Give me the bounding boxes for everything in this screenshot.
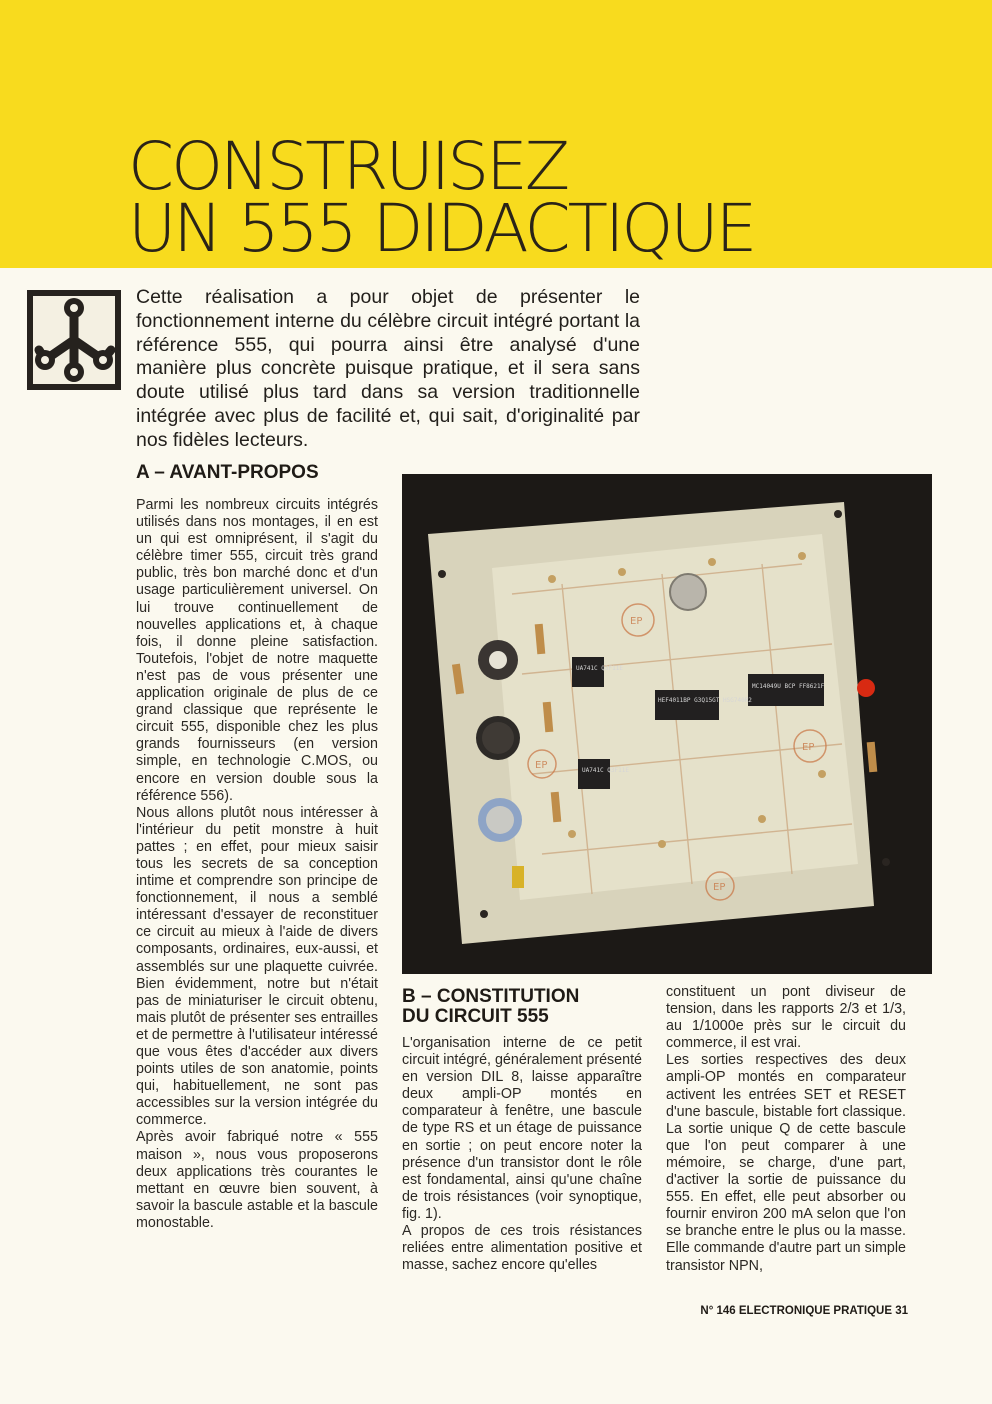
chip-label: UA741C Q3F11E xyxy=(582,767,629,774)
section-b-paragraph: A propos de ces trois résistances reliées entre alimentation positive et masse, sachez encore qu'elles xyxy=(402,1223,642,1274)
section-a-paragraph: Après avoir fabriqué notre « 555 maison », nous vous proposerons deux applications très courantes le mettant en œuvre bien souvent, à savoir la bascule astable et la bascule monostable. xyxy=(136,1129,378,1231)
chip-label: MC14049U BCP FF8621F xyxy=(752,683,825,690)
title-line-1: CONSTRUISEZ xyxy=(128,128,568,205)
intro-paragraph: Cette réalisation a pour objet de présenter le fonctionnement interne du célèbre circuit intégré portant la référence 555, qui pourra ainsi être analysé d'une manière plus concrète puisque pratique, et il sera sans doute utilisé plus tard dans sa version traditionnelle intégrée avec plus de facilité et, qui sait, d'originalité par nos fidèles lecteurs. xyxy=(136,286,640,451)
chip-label: UA741C Q3F11E xyxy=(576,665,623,672)
section-b-column-2 xyxy=(666,984,906,1275)
circuit-junction-icon xyxy=(27,290,121,390)
section-b-heading-line-2: DU CIRCUIT 555 xyxy=(402,1006,549,1027)
section-a-paragraph: Parmi les nombreux circuits intégrés utilisés dans nos montages, il en est un qui est omniprésent, il s'agit du célèbre timer 555, circuit très grand public, très bon marché donc et d'un usage particulièrement universel. On lui trouve continuellement de nouvelles applications et, à chaque fois, il donne pleine satisfaction. Toutefois, l'objet de notre maquette n'est pas de vous présenter une application originale de plus de ce grand classique que représente le circuit 555, disponible chez les plus grands fournisseurs (en version simple, en technologie C.MOS, ou encore en version double sous la référence 556). xyxy=(136,497,378,804)
section-b-heading xyxy=(402,987,579,1027)
article-title xyxy=(128,128,755,267)
section-a-paragraph: Nous allons plutôt nous intéresser à l'intérieur du petit monstre à huit pattes ; en effet, pour mieux saisir tous les secrets de sa conception intime et comprendre son principe de fonctionnement, il nous a semblé intéressant d'essayer de reconstituer ce circuit au mieux à l'aide de divers composants, ordinaires, eux-aussi, et assemblés sur une plaquette cuivrée. Bien évidemment, notre but n'était pas de miniaturiser le circuit obtenu, mais plutôt de présenter ses entrailles et de permettre à l'utilisateur intéressé que vous êtes d'accéder aux divers points utiles de son anatomie, points qui, habituellement, ne sont pas accessibles sur la version intégrée du commerce. xyxy=(136,804,378,1129)
section-b-paragraph: L'organisation interne de ce petit circuit intégré, généralement présenté en version DIL 8, laisse apparaître deux ampli-OP montés en comparateur à fenêtre, une bascule de type RS et un étage de puissance en sortie ; on peut encore noter la présence d'un transistor dont le rôle est fondamental, ainsi qu'une chaîne de trois résistances (voir synoptique, fig. 1). xyxy=(402,1035,643,1222)
section-a-text xyxy=(136,497,378,1232)
section-b-paragraph: Les sorties respectives des deux ampli-OP montés en comparateur activent les entrées SET et RESET d'une bascule, bistable fort classique. La sortie unique Q de cette bascule que l'on peut comparer à une mémoire, se charge, d'une part, d'activer la sortie de puissance du 555. En effet, elle peut absorber ou fournir environ 200 mA selon que l'on se branche entre le plus ou la masse. Elle commande d'autre part un simple transistor NPN, xyxy=(666,1052,906,1274)
section-b-paragraph: constituent un pont diviseur de tension, dans les rapports 2/3 et 1/3, au 1/1000e près sur le circuit du commerce, il est vrai. xyxy=(666,984,906,1052)
section-b-heading-line-1: B – CONSTITUTION xyxy=(402,986,580,1007)
section-b-column-1 xyxy=(402,1035,642,1274)
board-mark: EP xyxy=(630,616,643,627)
board-mark: EP xyxy=(535,760,548,771)
section-a-heading: A – AVANT-PROPOS xyxy=(136,462,319,483)
board-mark: EP xyxy=(802,742,815,753)
chip-label: HEF4011BP G3Q15GT HSG740R2 xyxy=(658,697,752,704)
board-mark: EP xyxy=(713,882,726,893)
circuit-board-illustration xyxy=(402,474,932,974)
title-line-2: UN 555 DIDACTIQUE xyxy=(128,190,755,267)
page-footer: N° 146 ELECTRONIQUE PRATIQUE 31 xyxy=(700,1305,908,1317)
circuit-board-photo xyxy=(402,474,932,974)
